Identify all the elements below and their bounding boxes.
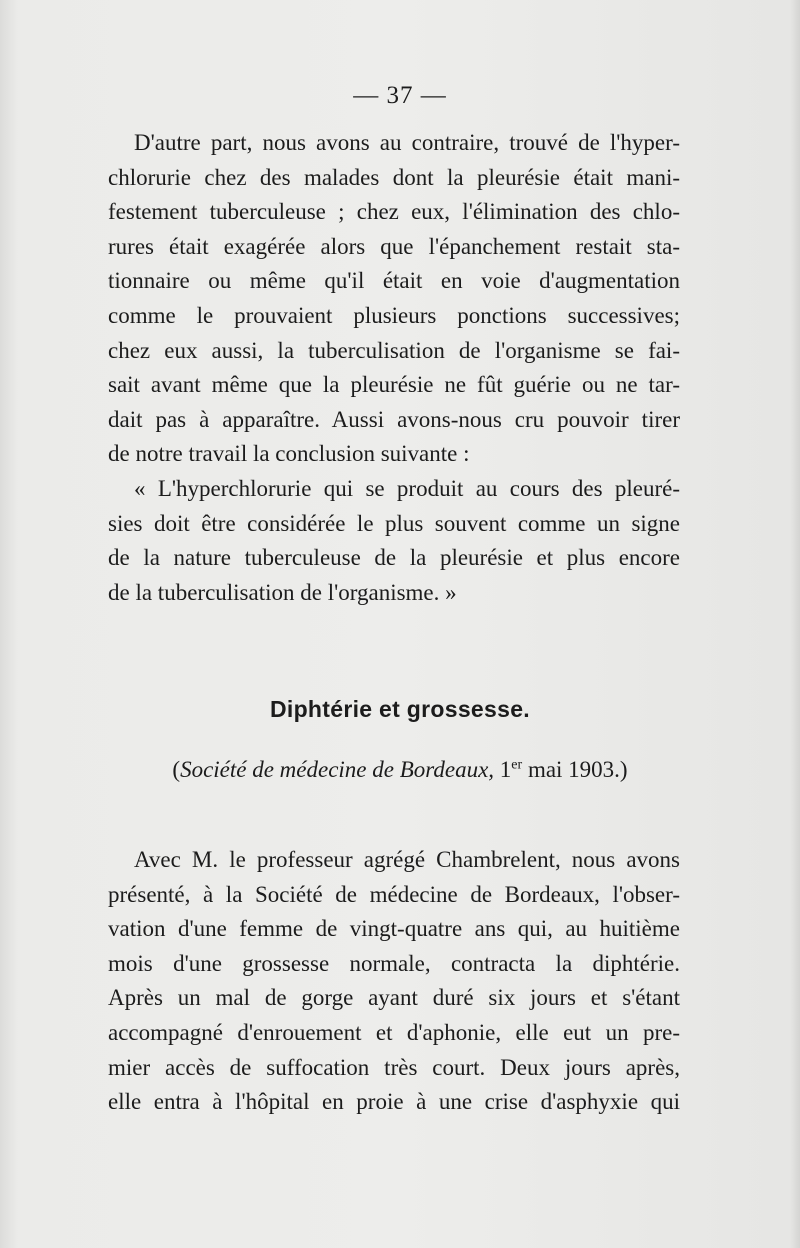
text-line: dait pas à apparaître. Aussi avons-nous cru pouvoir tirer <box>108 406 680 432</box>
citation-date: mai 1903.) <box>522 757 628 782</box>
text-line: festement tuberculeuse ; chez eux, l'élimination des chlo- <box>108 199 680 225</box>
text-line: vation d'une femme de vingt-quatre ans qui, au huitième <box>108 916 680 942</box>
text-line: elle entra à l'hôpital en proie à une crise d'asphyxie qui <box>108 1089 680 1115</box>
citation-source: Société de médecine de Bordeaux, <box>180 757 495 782</box>
paragraph-hyperchlorurie <box>108 126 680 610</box>
text-line: de notre travail la conclusion suivante : <box>108 441 470 467</box>
text-line: de la tuberculisation de l'organisme. » <box>108 579 457 605</box>
text-line: mier accès de suffocation très court. Deux jours après, <box>108 1054 680 1080</box>
section-heading: Diphtérie et grossesse. <box>269 696 530 722</box>
citation-day-suffix: er <box>511 757 523 773</box>
page-number: — 37 — <box>353 82 447 109</box>
text-line: accompagné d'enrouement et d'aphonie, elle eut un pre- <box>108 1019 680 1045</box>
text-line: rures était exagérée alors que l'épanchement restait sta- <box>108 233 680 259</box>
text-line: sies doit être considérée le plus souvent comme un signe <box>108 510 680 536</box>
text-line: de la nature tuberculeuse de la pleurésie et plus encore <box>108 545 680 571</box>
text-line: « L'hyperchlorurie qui se produit au cours des pleuré- <box>134 475 680 501</box>
text-line: mois d'une grossesse normale, contracta la diphtérie. <box>108 950 680 976</box>
text-line: comme le prouvaient plusieurs ponctions successives; <box>108 302 680 328</box>
text-line: présenté, à la Société de médecine de Bordeaux, l'obser- <box>108 881 680 907</box>
citation-open: ( <box>172 757 181 782</box>
text-line: D'autre part, nous avons au contraire, trouvé de l'hyper- <box>134 130 680 155</box>
paragraph-diphterie <box>108 843 680 1120</box>
citation-line <box>0 757 800 783</box>
text-line: chlorurie chez des malades dont la pleurésie était mani- <box>108 164 680 190</box>
citation-day: 1 <box>494 757 512 782</box>
text-line: tionnaire ou même qu'il était en voie d'augmentation <box>108 268 680 294</box>
text-line: Après un mal de gorge ayant duré six jours et s'étant <box>108 985 680 1011</box>
text-line: Avec M. le professeur agrégé Chambrelent, nous avons <box>134 847 680 872</box>
text-line: chez eux aussi, la tuberculisation de l'organisme se fai- <box>108 337 680 363</box>
text-line: sait avant même que la pleurésie ne fût guérie ou ne tar- <box>108 372 680 398</box>
